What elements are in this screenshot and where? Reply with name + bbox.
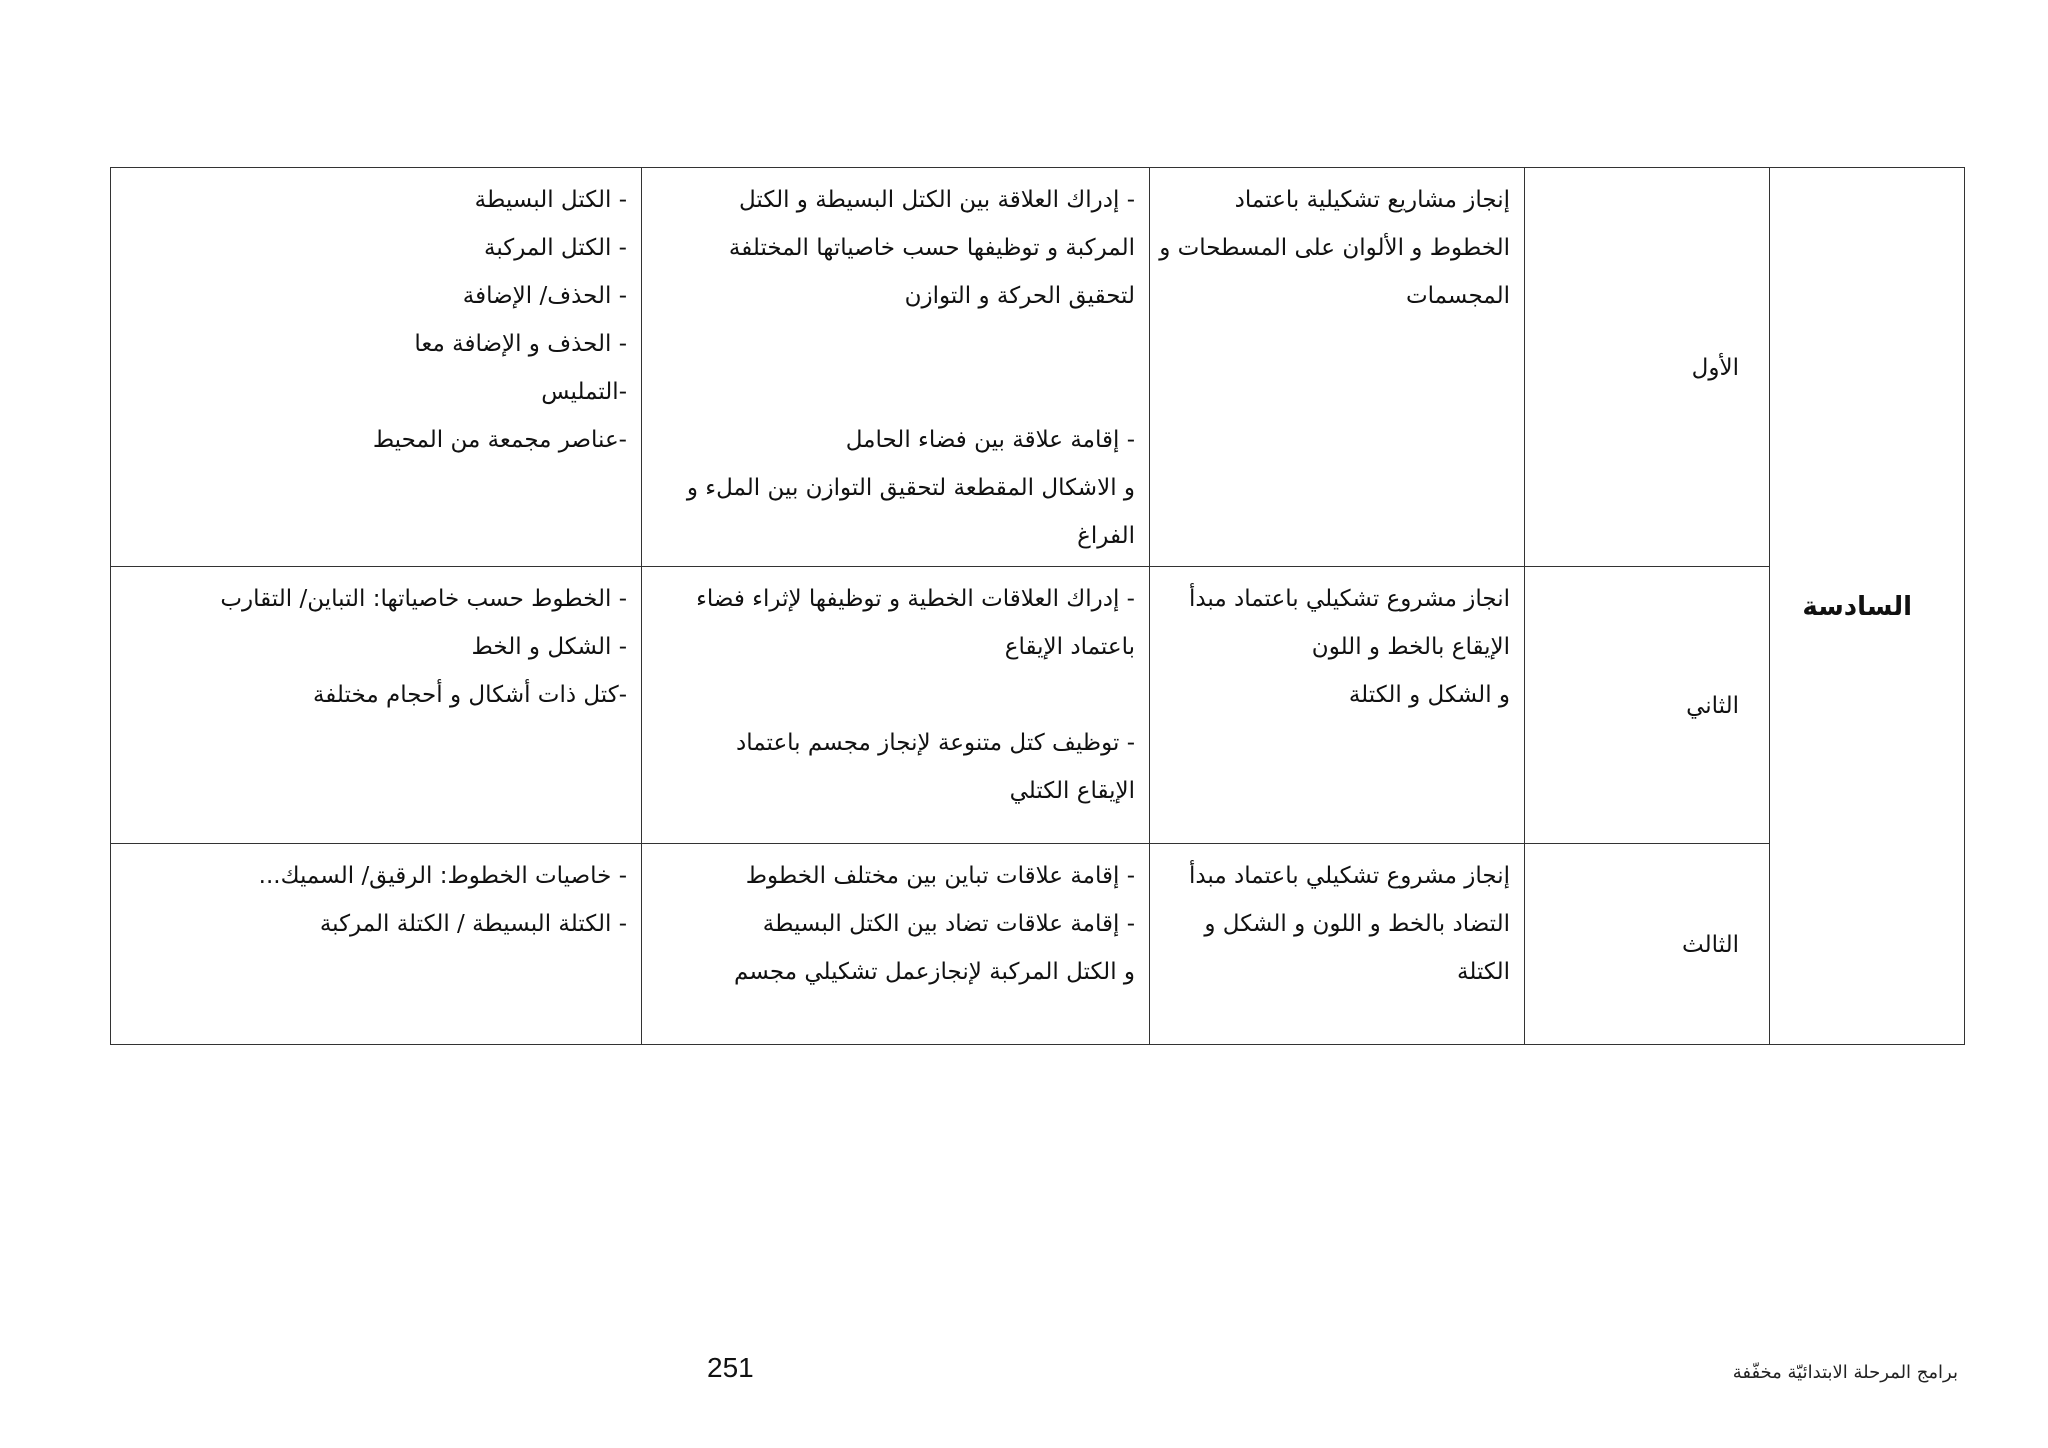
objective-line: - إقامة علاقة بين فضاء الحامل — [845, 427, 1135, 453]
spacer — [656, 320, 1135, 368]
objective-line: و الكتل المركبة لإنجازعمل تشكيلي مجسم — [734, 959, 1135, 985]
content-line: - خاصيات الخطوط: الرقيق/ السميك... — [258, 863, 627, 889]
objective-line: المركبة و توظيفها حسب خاصياتها المختلفة — [728, 235, 1135, 261]
objectives-cell — [642, 567, 1150, 844]
objective-line: و الاشكال المقطعة لتحقيق التوازن بين الملء و — [686, 475, 1135, 501]
project-cell — [1150, 844, 1525, 1045]
project-cell — [1150, 567, 1525, 844]
objectives-cell — [642, 168, 1150, 567]
project-line: المجسمات — [1405, 283, 1510, 309]
period-cell — [1525, 168, 1770, 567]
level-label: السادسة — [1802, 592, 1912, 622]
objective-line: - توظيف كتل متنوعة لإنجاز مجسم باعتماد — [735, 730, 1135, 756]
content-cell — [111, 844, 642, 1045]
table-row — [111, 168, 1965, 567]
spacer — [656, 671, 1135, 719]
content-line: - الخطوط حسب خاصياتها: التباين/ التقارب — [220, 586, 627, 612]
period-cell — [1525, 567, 1770, 844]
objective-line: باعتماد الإيقاع — [1004, 634, 1135, 660]
project-line: الإيقاع بالخط و اللون — [1311, 634, 1510, 660]
objective-line: - إقامة علاقات تضاد بين الكتل البسيطة — [762, 911, 1135, 937]
objective-line: الفراغ — [1077, 523, 1135, 549]
period-label: الأول — [1691, 355, 1739, 381]
table-row — [111, 844, 1965, 1045]
content-line: -التمليس — [541, 379, 627, 405]
project-line: الخطوط و الألوان على المسطحات و — [1159, 235, 1510, 261]
content-line: -كتل ذات أشكال و أحجام مختلفة — [312, 682, 627, 708]
project-line: الكتلة — [1457, 959, 1510, 985]
content-cell — [111, 567, 642, 844]
level-cell — [1770, 168, 1965, 1045]
project-line: إنجاز مشروع تشكيلي باعتماد مبدأ — [1188, 863, 1510, 889]
period-label: الثالث — [1682, 932, 1739, 958]
project-line: التضاد بالخط و اللون و الشكل و — [1204, 911, 1510, 937]
objective-line: الإيقاع الكتلي — [1009, 778, 1135, 804]
objective-line: لتحقيق الحركة و التوازن — [904, 283, 1135, 309]
curriculum-table — [110, 167, 1965, 1045]
period-cell — [1525, 844, 1770, 1045]
table-row — [111, 567, 1965, 844]
content-line: - الكتل المركبة — [484, 235, 627, 261]
content-cell — [111, 168, 642, 567]
content-line: - الكتلة البسيطة / الكتلة المركبة — [319, 911, 627, 937]
objective-line: - إدراك العلاقة بين الكتل البسيطة و الكتل — [739, 187, 1135, 213]
objectives-cell — [642, 844, 1150, 1045]
content-line: -عناصر مجمعة من المحيط — [372, 427, 627, 453]
project-line: انجاز مشروع تشكيلي باعتماد مبدأ — [1188, 586, 1510, 612]
project-line: و الشكل و الكتلة — [1348, 682, 1510, 708]
footer-note: برامج المرحلة الابتدائيّة مخفّفة — [1732, 1362, 1958, 1383]
content-line: - الحذف و الإضافة معا — [414, 331, 627, 357]
content-line: - الكتل البسيطة — [474, 187, 627, 213]
spacer — [656, 368, 1135, 416]
content-line: - الشكل و الخط — [471, 634, 627, 660]
content-line: - الحذف/ الإضافة — [462, 283, 627, 309]
objective-line: - إدراك العلاقات الخطية و توظيفها لإثراء فضاء — [696, 586, 1135, 612]
project-cell — [1150, 168, 1525, 567]
objective-line: - إقامة علاقات تباين بين مختلف الخطوط — [745, 863, 1135, 889]
period-label: الثاني — [1686, 693, 1739, 719]
project-line: إنجاز مشاريع تشكيلية باعتماد — [1234, 187, 1510, 213]
page-number: 251 — [707, 1352, 754, 1383]
